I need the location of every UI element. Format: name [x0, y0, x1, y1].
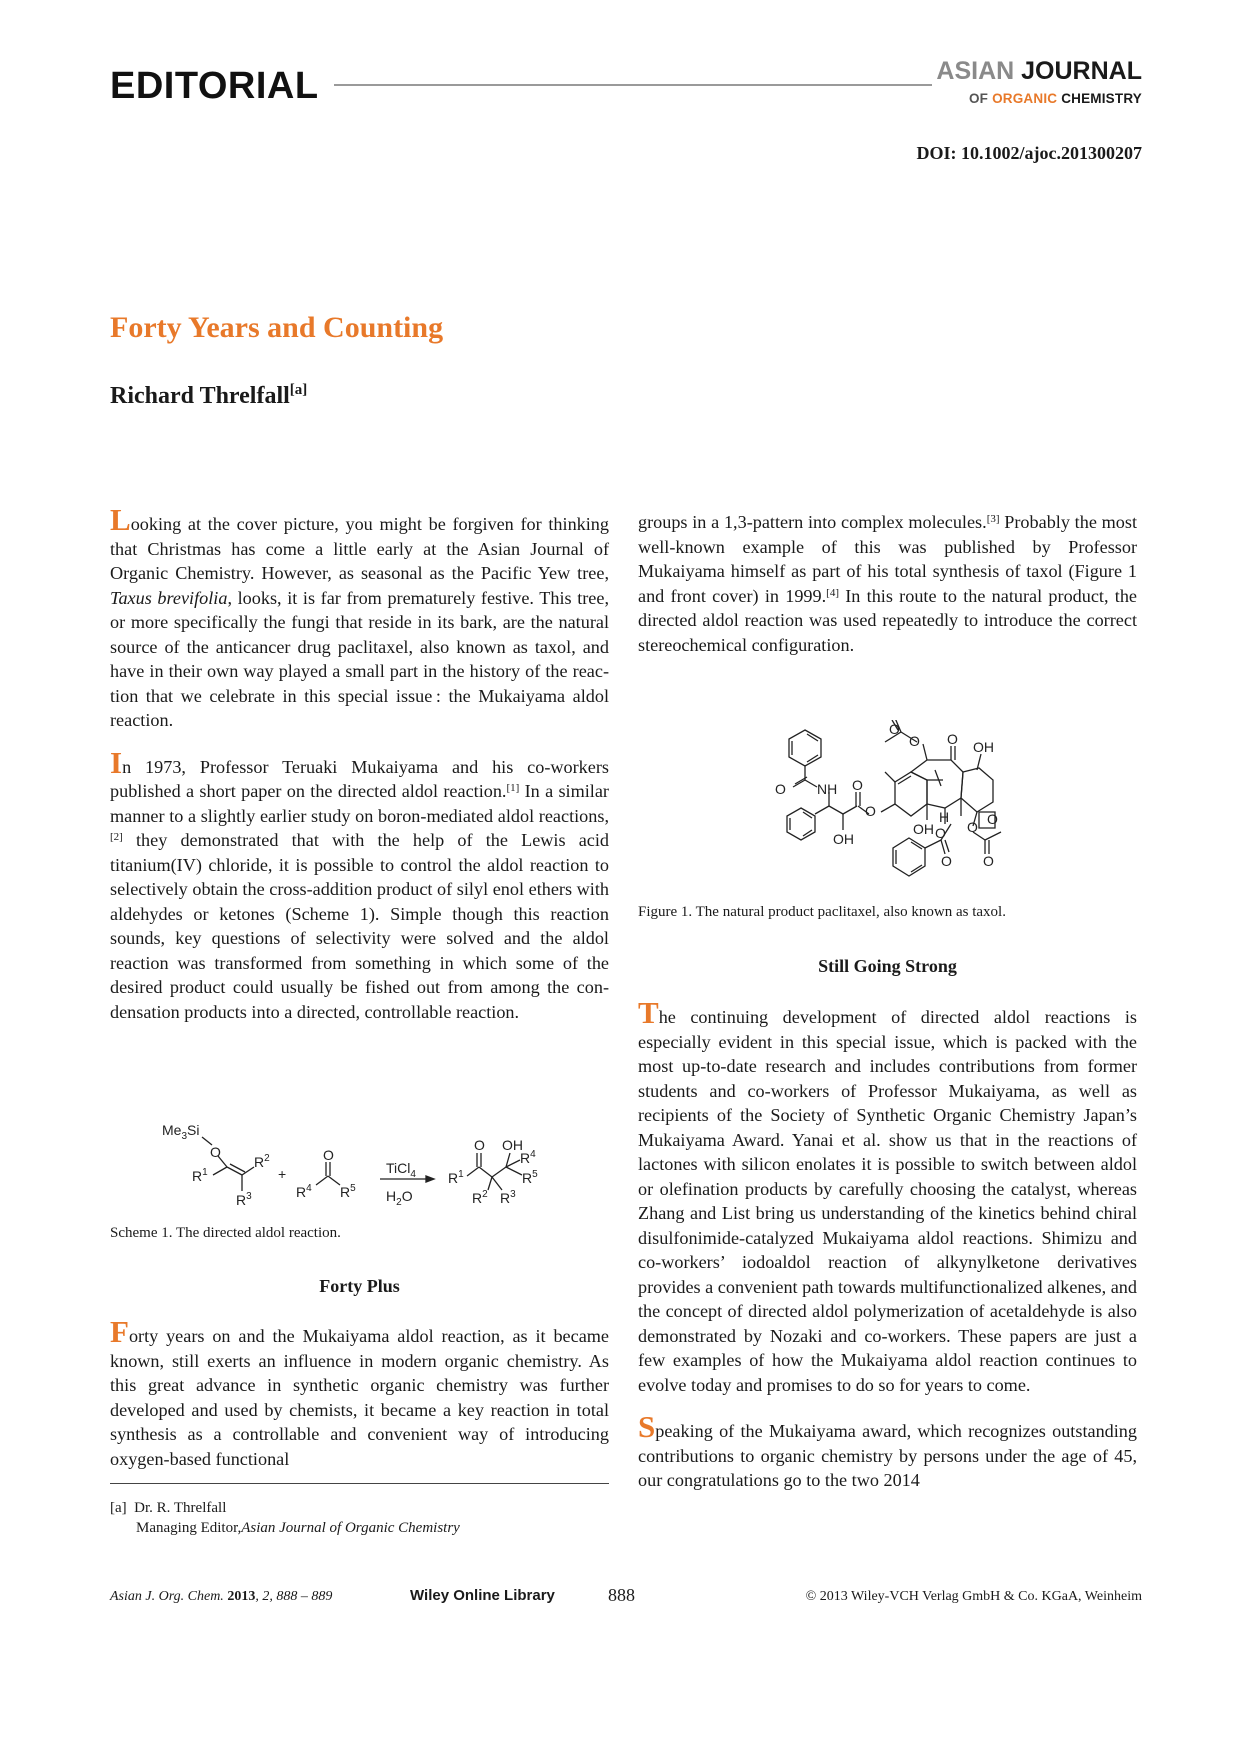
label-oh: OH — [913, 821, 934, 837]
figure-caption: Figure 1. The natural product paclitaxel, also known as taxol. — [638, 904, 1006, 920]
label-nh: NH — [817, 781, 838, 797]
paragraph-3: Forty years on and the Mukaiyama aldol reaction, as it became known, still exerts an influence in modern organic chemistry. As this great advance in synthetic organic chemistry was further developed and used by chemists, it became a key reaction in total synthesis as a controllable and convenient way of introducing oxygen-based functional — [110, 1314, 609, 1469]
right-column-top — [638, 510, 1137, 657]
ref-2[interactable]: [2] — [110, 831, 123, 843]
label-o: O — [967, 819, 978, 835]
label-o: O — [474, 1137, 485, 1153]
paragraph-2: In 1973, Professor Teruaki Mukaiyama and his co-workers published a short paper on the directed aldol reaction.[1] In a similar manner to a slightly earlier study on boron-mediated aldol reactions,[2] they demonstrated that with the help of the Lewis acid titanium(IV) chloride, it is possible to control the aldol reaction to selectively obtain the cross-addition product of silyl enol ethers with aldehydes or ketones (Scheme 1). Simple though this reaction sounds, key questions of selectivity were solved and the aldol reaction was transformed from something in which some of the desired product could usually be fished out from among the condensation products into a directed, controllable reaction. — [110, 744, 609, 1022]
drop-cap: T — [638, 995, 659, 1030]
footnote-journal: Asian Journal of Organic Chemistry — [241, 1520, 460, 1536]
label-o: O — [210, 1144, 221, 1160]
section-heading-forty-plus: Forty Plus — [319, 1276, 400, 1296]
journal-logo-line2 — [969, 91, 1142, 107]
label-oh: OH — [833, 831, 854, 847]
scheme-caption: Scheme 1. The directed aldol reaction. — [110, 1225, 341, 1241]
label-o: O — [935, 825, 946, 841]
journal-logo-line1 — [936, 56, 1142, 86]
label-oh: OH — [502, 1137, 523, 1153]
label-o: O — [865, 803, 876, 819]
section-heading-still-going-strong: Still Going Strong — [818, 956, 957, 976]
label-o: O — [889, 721, 900, 737]
label-plus: + — [278, 1166, 287, 1182]
label-r1: $R^1$ — [448, 1169, 464, 1186]
label-r4: $R^4$ — [520, 1149, 536, 1166]
journal-word-asian: ASIAN — [936, 57, 1015, 85]
drop-cap: S — [638, 1409, 656, 1444]
label-me3si: $Me_3Si$ — [162, 1122, 200, 1142]
label-o: O — [987, 811, 998, 827]
author-affil-mark[interactable]: [a] — [289, 382, 308, 398]
drop-cap: F — [110, 1314, 129, 1349]
label-o: O — [323, 1147, 334, 1163]
ref-1[interactable]: [1] — [506, 782, 520, 794]
label-o: O — [775, 781, 786, 797]
label-h: H — [939, 809, 950, 825]
drop-cap: L — [110, 502, 131, 537]
label-r5: $R^5$ — [340, 1183, 356, 1200]
paragraph-5: The continuing development of directed aldol reactions is especially evident in this special issue, which is packed with the most up-to-date research and includes contributions from former students and co-workers of Professor Mukaiyama, as well as recipients of the Society of Synthetic Organic Chemistry Japan’s Mukaiyama Award. Yanai et al. show us that in the reactions of lactones with silicon enolates it is possible to switch between aldol or olefination products by carefully choosing the catalyst, whereas Zhang and List bring us understanding of the kinetics behind chiral disulfonimide-catalyzed Mukaiyama aldol reactions. Shimizu and co-workers’ iodoaldol reaction of alkynylketone derivatives provides a convenient path towards multifunctionalized alkenes, and the concept of directed aldol polymerization of acetaldehyde is also demonstrated by Nozaki and co-workers. These papers are just a few examples of how the Mukaiyama aldol reaction continues to evolve today and promises to do so for years to come. — [638, 995, 1137, 1395]
header-rule — [334, 84, 932, 86]
footnote-rule — [110, 1483, 609, 1484]
ref-3[interactable]: [3] — [986, 513, 1000, 525]
right-column-lower — [638, 995, 1137, 1493]
journal-word-organic: ORGANIC — [992, 91, 1058, 106]
paclitaxel-structure-drawing — [755, 720, 1025, 905]
label-r5: $R^5$ — [522, 1169, 538, 1186]
left-column-lower — [110, 1314, 609, 1471]
copyright: © 2013 Wiley-VCH Verlag GmbH & Co. KGaA, Weinheim — [805, 1589, 1142, 1604]
footnote-role: Managing Editor, — [136, 1520, 242, 1536]
article-title: Forty Years and Counting — [110, 311, 444, 344]
left-column-intro — [110, 502, 610, 1024]
label-o: O — [852, 777, 863, 793]
journal-word-of: OF — [968, 91, 989, 106]
label-r4: $R^4$ — [296, 1183, 312, 1200]
paragraph-6: Speaking of the Mukaiyama award, which recognizes outstanding contributions to organic chemistry by persons under the age of 45, our congratulations go to the two 2014 — [638, 1409, 1137, 1490]
label-r3: $R^3$ — [500, 1189, 516, 1206]
footnote — [110, 1498, 460, 1538]
label-r2: $R^2$ — [472, 1189, 488, 1206]
author-name: Richard Threlfall — [110, 383, 290, 409]
journal-word-chemistry: CHEMISTRY — [1061, 91, 1142, 106]
label-o: O — [983, 853, 994, 869]
paragraph-1: Looking at the cover picture, you might be forgiven for thinking that Christmas has come a little early at the Asian Journal of Organic Chemistry. However, as seasonal as the Pacific Yew tree, Taxus brevifolia, looks, it is far from prematurely festive. This tree, or more specifically the fungi that reside in its bark, are the natural source of the anticancer drug paclitaxel, also known as taxol, and have in their own way played a small part in the history of the reaction that we celebrate in this special issue : the Mukaiyama aldol reaction. — [110, 502, 610, 730]
label-r3: $R^3$ — [236, 1191, 252, 1208]
footer-citation: Asian J. Org. Chem. 2013, 2, 888 – 889 — [110, 1589, 333, 1604]
label-oh: OH — [973, 739, 994, 755]
label-o: O — [941, 853, 952, 869]
footnote-mark: [a] — [110, 1500, 127, 1516]
label-reagent: TiCl$_4$ — [386, 1160, 416, 1180]
doi[interactable]: DOI: 10.1002/ajoc.201300207 — [916, 143, 1142, 163]
label-r2: $R^2$ — [254, 1153, 270, 1170]
ref-4[interactable]: [4] — [826, 586, 839, 599]
scheme-1-drawing — [150, 1115, 570, 1215]
footnote-name: Dr. R. Threlfall — [134, 1500, 227, 1516]
label-r1: $R^1$ — [192, 1167, 208, 1184]
wiley-online-library-link[interactable]: Wiley Online Library — [410, 1587, 555, 1604]
label-o: O — [947, 731, 958, 747]
paragraph-4: groups in a 1,3-pattern into complex molecules.[3] Probably the most well-known example of this was published by Professor Mukaiyama himself as part of his total synthesis of taxol (Figure 1 and front cover) in 1999.[4] In this route to the natural product, the directed aldol reaction was used repeatedly to introduce the correct stereochemical configuration. — [638, 512, 1138, 655]
label-solvent: $H_2O$ — [386, 1188, 413, 1208]
drop-cap: I — [110, 744, 123, 780]
page-number: 888 — [608, 1585, 635, 1605]
author — [110, 381, 307, 411]
journal-word-journal: JOURNAL — [1021, 57, 1142, 85]
label-o: O — [909, 733, 920, 749]
section-label: EDITORIAL — [110, 65, 319, 107]
